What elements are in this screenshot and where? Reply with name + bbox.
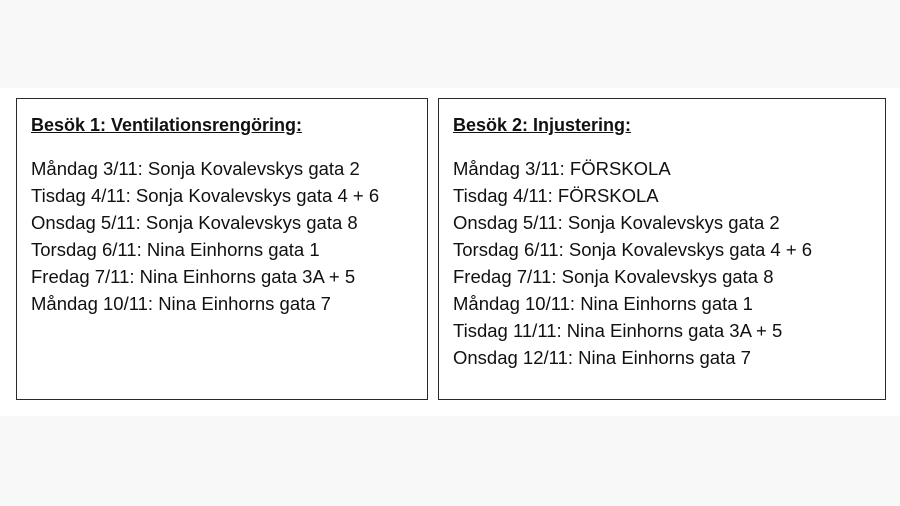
schedule-row: Onsdag 12/11: Nina Einhorns gata 7 xyxy=(453,347,751,368)
schedule-row: Onsdag 5/11: Sonja Kovalevskys gata 8 xyxy=(31,212,358,233)
schedule-row: Måndag 10/11: Nina Einhorns gata 7 xyxy=(31,293,331,314)
visit-2-panel xyxy=(438,98,886,400)
visit-1-schedule-list xyxy=(31,155,427,317)
schedule-row: Tisdag 11/11: Nina Einhorns gata 3A + 5 xyxy=(453,320,783,341)
schedule-row: Fredag 7/11: Nina Einhorns gata 3A + 5 xyxy=(31,266,356,287)
schedule-row: Torsdag 6/11: Nina Einhorns gata 1 xyxy=(31,239,320,260)
schedule-row: Tisdag 4/11: FÖRSKOLA xyxy=(453,185,659,206)
visit-1-title: Besök 1: Ventilationsrengöring: xyxy=(31,115,303,135)
visit-2-title: Besök 2: Injustering: xyxy=(453,115,632,135)
schedule-row: Torsdag 6/11: Sonja Kovalevskys gata 4 + 6 xyxy=(453,239,813,260)
visit-1-panel xyxy=(16,98,428,400)
schedule-row: Tisdag 4/11: Sonja Kovalevskys gata 4 + 6 xyxy=(31,185,380,206)
schedule-row: Måndag 3/11: FÖRSKOLA xyxy=(453,158,671,179)
schedule-row: Måndag 3/11: Sonja Kovalevskys gata 2 xyxy=(31,158,360,179)
schedule-row: Måndag 10/11: Nina Einhorns gata 1 xyxy=(453,293,753,314)
schedule-row: Fredag 7/11: Sonja Kovalevskys gata 8 xyxy=(453,266,774,287)
schedule-sheet xyxy=(0,88,900,416)
visit-2-schedule-list xyxy=(453,155,885,371)
schedule-row: Onsdag 5/11: Sonja Kovalevskys gata 2 xyxy=(453,212,780,233)
